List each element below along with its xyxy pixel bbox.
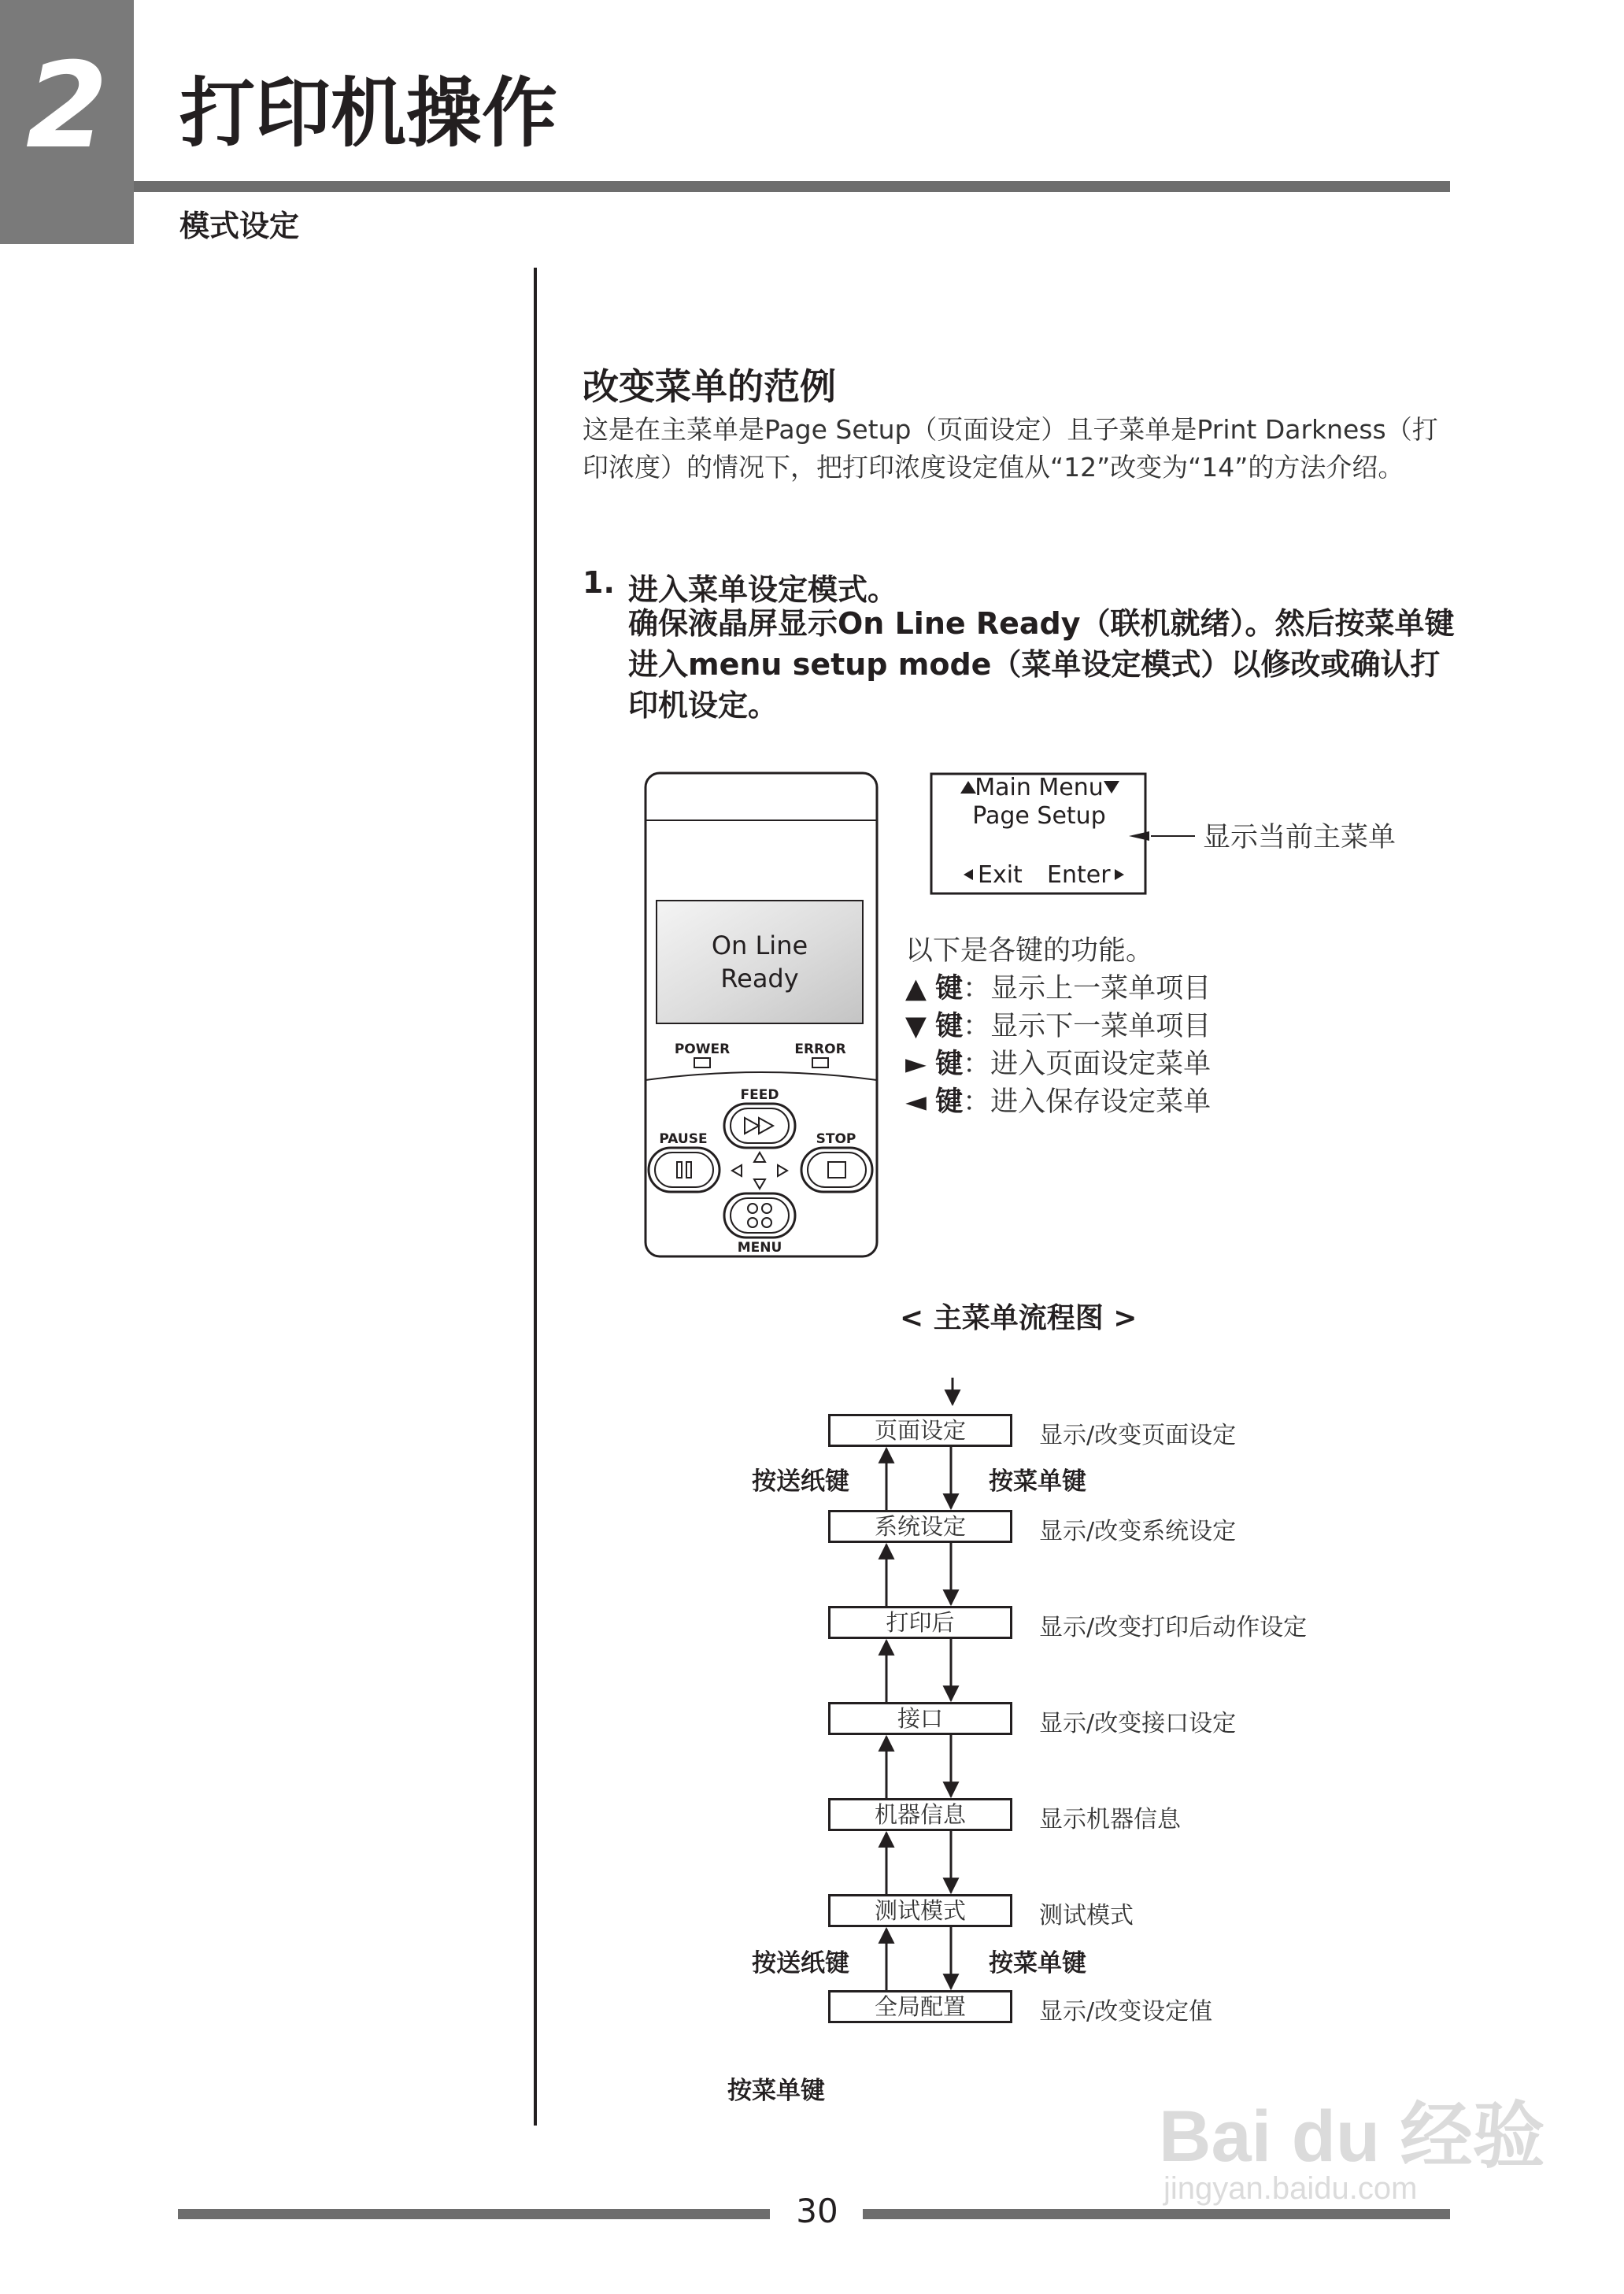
key-row-left — [905, 1080, 1211, 1119]
flow-desc-post-print: 显示/改变打印后动作设定 — [1039, 1614, 1308, 1641]
flow-label-menu-top: 按菜单键 — [989, 1467, 1086, 1496]
stop-label: STOP — [816, 1131, 856, 1147]
flow-node-post-print: 打印后 — [828, 1606, 1012, 1639]
watermark-url: jingyan.baidu.com — [1163, 2171, 1418, 2206]
chapter-title: 打印机操作 — [179, 69, 557, 157]
page-number: 30 — [796, 2192, 838, 2230]
screen-line-1: On Line — [711, 931, 808, 960]
baidu-watermark — [1159, 2078, 1545, 2236]
lcd-screen — [657, 901, 863, 1023]
flow-node-test-mode: 测试模式 — [828, 1894, 1012, 1927]
section-heading: 改变菜单的范例 — [583, 365, 836, 408]
step-number: 1. — [583, 565, 615, 600]
flow-node-interface: 接口 — [828, 1702, 1012, 1735]
pause-label: PAUSE — [659, 1131, 708, 1147]
error-led — [812, 1058, 828, 1067]
key-desc: ：显示下一菜单项目 — [963, 1011, 1212, 1042]
key-name: 键 — [935, 1049, 964, 1080]
flow-label-feed-top: 按送纸键 — [752, 1467, 849, 1496]
section-intro: 这是在主菜单是Page Setup（页面设定）且子菜单是Print Darkness（打印浓度）的情况下，把打印浓度设定值从“12”改变为“14”的方法介绍。 — [583, 414, 1438, 483]
step-body: 确保液晶屏显示On Line Ready（联机就绪）。然后按菜单键进入menu setup mode（菜单设定模式）以修改或确认打印机设定。 — [628, 606, 1455, 723]
key-desc: ：显示上一菜单项目 — [963, 973, 1212, 1005]
key-desc: ：进入保存设定菜单 — [963, 1086, 1212, 1118]
margin-rule — [534, 268, 537, 2126]
flow-desc-global-config: 显示/改变设定值 — [1039, 1998, 1213, 2026]
flow-node-machine-info: 机器信息 — [828, 1798, 1012, 1831]
section-subtitle: 模式设定 — [179, 209, 300, 243]
flow-desc-page-setup: 显示/改变页面设定 — [1039, 1422, 1237, 1449]
power-label: POWER — [674, 1042, 731, 1057]
lcd-callout-note: 显示当前主菜单 — [1203, 822, 1396, 853]
lcd-enter: Enter — [1047, 861, 1111, 889]
lcd-exit: Exit — [978, 861, 1023, 889]
up-triangle-icon: ▲ — [905, 973, 927, 1005]
menu-label: MENU — [737, 1240, 782, 1256]
flow-node-page-setup: 页面设定 — [828, 1414, 1012, 1447]
keys-intro: 以下是各键的功能。 — [905, 935, 1154, 967]
feed-label: FEED — [740, 1087, 779, 1103]
key-name: 键 — [935, 973, 964, 1005]
title-rule — [134, 181, 1450, 192]
flow-desc-system-setup: 显示/改变系统设定 — [1039, 1518, 1237, 1545]
flow-desc-test-mode: 测试模式 — [1039, 1902, 1134, 1930]
step-title: 进入菜单设定模式。 — [628, 572, 898, 607]
flow-label-menu-loop: 按菜单键 — [727, 2077, 825, 2105]
flow-node-global-config: 全局配置 — [828, 1990, 1012, 2023]
watermark-brand: Bai du 经验 — [1159, 2096, 1545, 2177]
lcd-display-illustration — [929, 771, 1197, 897]
printer-panel-illustration — [644, 771, 880, 1260]
lcd-line-1: Main Menu — [975, 774, 1104, 801]
flow-node-system-setup: 系统设定 — [828, 1510, 1012, 1543]
footer-rule-left — [178, 2209, 770, 2219]
key-name: 键 — [935, 1011, 964, 1042]
key-desc: ：进入页面设定菜单 — [963, 1049, 1212, 1080]
key-name: 键 — [935, 1086, 964, 1118]
chapter-number: 2 — [25, 38, 109, 175]
key-row-down — [905, 1005, 1211, 1044]
down-triangle-icon: ▼ — [905, 1011, 927, 1042]
flow-desc-machine-info: 显示机器信息 — [1039, 1806, 1181, 1833]
flow-desc-interface: 显示/改变接口设定 — [1039, 1710, 1237, 1737]
key-row-right — [905, 1042, 1211, 1082]
flowchart-heading: < 主菜单流程图 > — [900, 1302, 1138, 1334]
power-led — [694, 1058, 710, 1067]
flow-label-menu-bottom: 按菜单键 — [989, 1949, 1086, 1978]
lcd-line-2: Page Setup — [972, 802, 1106, 830]
flow-label-feed-bottom: 按送纸键 — [752, 1949, 849, 1978]
right-triangle-icon: ► — [905, 1049, 927, 1080]
left-triangle-icon: ◄ — [905, 1086, 927, 1118]
screen-line-2: Ready — [720, 964, 799, 993]
key-row-up — [905, 967, 1211, 1006]
error-label: ERROR — [794, 1042, 846, 1057]
